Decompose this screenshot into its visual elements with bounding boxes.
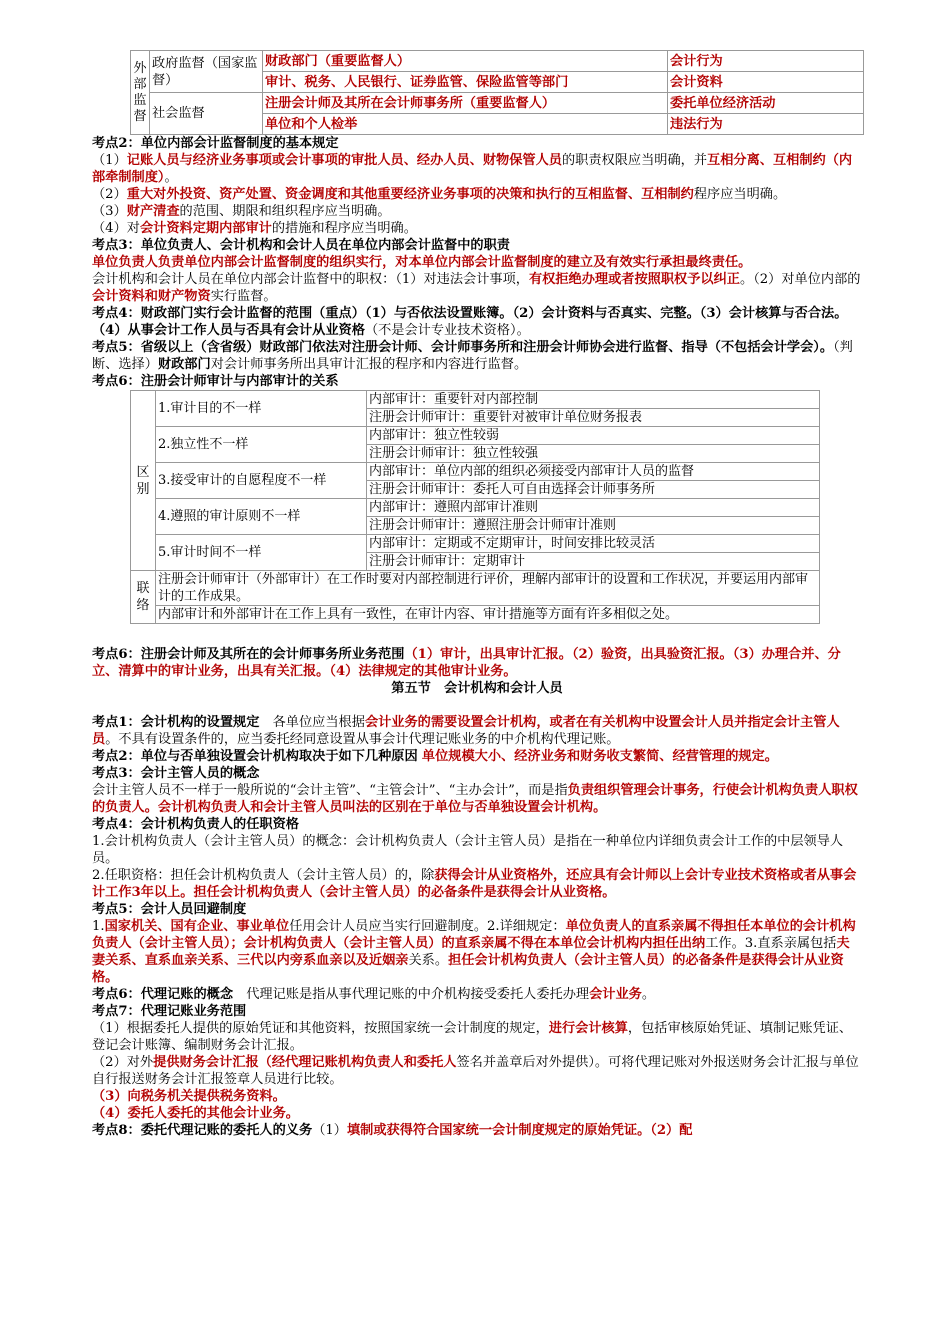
- k3-line2: 会计机构和会计人员在单位内部会计监督中的职权：（1）对违法会计事项，有权拒绝办理或者按照职权予以纠正。（2）对单位内部的会计资料和财产物资实行监督。: [92, 272, 861, 304]
- diff4-cpa: 注册会计师审计：遵照注册会计师审计准则: [367, 517, 820, 535]
- diff1-cpa: 注册会计师审计：重要针对被审计单位财务报表: [367, 409, 820, 427]
- s4-line1: 1.会计机构负责人（会计主管人员）的概念：会计机构负责人（会计主管人员）是指在一种单位内详细负责会计工作的中层领导人员。: [92, 834, 844, 866]
- k2-line1: （1）记账人员与经济业务事项或会计事项的审批人员、经办人员、财物保管人员的职责权限应当明确，并互相分离、互相制约（内部牵制制度）。: [92, 153, 853, 185]
- s3-para: 会计主管人员不一样于一般所说的“会计主管”、“主管会计”、“主办会计”，而是指负责组织管理会计事务，行使会计机构负责人职权的负责人。会计机构负责人和会计主管人员叫法的区别在于单位与否单独设置会计机构。: [92, 783, 858, 815]
- diff2-item: 2.独立性不一样: [156, 427, 367, 463]
- diff3-inner: 内部审计：单位内部的组织必须接受内部审计人员的监督: [367, 463, 820, 481]
- audit-relation-table: [130, 390, 820, 624]
- link-label: 联络: [131, 571, 156, 624]
- row4-object: 违法行为: [668, 114, 864, 135]
- diff3-item: 3.接受审计的自愿程度不一样: [156, 463, 367, 499]
- k2-line4: （4）对会计资料定期内部审计的措施和程序应当明确。: [92, 221, 417, 236]
- k6-title: 考点6：注册会计师审计与内部审计的关系: [92, 374, 339, 389]
- diff-label: 区别: [131, 391, 156, 571]
- document-page: [92, 0, 862, 1139]
- link-para-1: 注册会计师审计（外部审计）在工作时要对内部控制进行评价，理解内部审计的设置和工作状况，并要运用内部审计的工作成果。: [156, 571, 820, 606]
- section-heading: 第五节 会计机构和会计人员: [391, 681, 563, 696]
- external-label: 外部监督: [131, 51, 150, 135]
- s4-title: 考点4：会计机构负责人的任职资格: [92, 817, 299, 832]
- s7-line4: （4）委托人委托的其他会计业务。: [92, 1106, 299, 1121]
- s8-para: 考点8：委托代理记账的委托人的义务（1）填制或获得符合国家统一会计制度规定的原始凭证。（2）配: [92, 1123, 693, 1138]
- s3-title: 考点3：会计主管人员的概念: [92, 766, 260, 781]
- supervision-table: [130, 50, 864, 135]
- k3-line1: 单位负责人负责单位内部会计监督制度的组织实行，对本单位内部会计监督制度的建立及有效实行承担最终责任。: [92, 255, 752, 270]
- k4-para: 考点4：财政部门实行会计监督的范围（重点）（1）与否依法设置账簿。（2）会计资料与否真实、完整。（3）会计核算与否合法。（4）从事会计工作人员与否具有会计从业资格（不是会计专业技术资格）。: [92, 306, 848, 338]
- diff1-item: 1.审计目的不一样: [156, 391, 367, 427]
- diff5-cpa: 注册会计师审计：定期审计: [367, 553, 820, 571]
- k2-title: 考点2：单位内部会计监督制度的基本规定: [92, 136, 339, 151]
- k3-title: 考点3：单位负责人、会计机构和会计人员在单位内部会计监督中的职责: [92, 238, 510, 253]
- row1-object: 会计行为: [668, 51, 864, 72]
- gov-label: 政府监督（国家监督）: [150, 51, 263, 93]
- diff5-item: 5.审计时间不一样: [156, 535, 367, 571]
- s5-para: 1.国家机关、国有企业、事业单位任用会计人员应当实行回避制度。2.详细规定：单位负责人的直系亲属不得担任本单位的会计机构负责人（会计主管人员）；会计机构负责人（会计主管人员）的直系亲属不得在本单位会计机构内担任出纳工作。3.直系亲属包括夫妻关系、直系血亲关系、三代以内旁系血亲以及近姻亲关系。担任会计机构负责人（会计主管人员）的必备条件是获得会计从业资格。: [92, 919, 856, 985]
- s1-para: 考点1：会计机构的设置规定 各单位应当根据会计业务的需要设置会计机构，或者在有关机构中设置会计人员并指定会计主管人员。不具有设置条件的，应当委托经同意设置从事会计代理记账业务的中介机构代理记账。: [92, 715, 840, 747]
- diff5-inner: 内部审计：定期或不定期审计，时间安排比较灵活: [367, 535, 820, 553]
- k2-line2: （2）重大对外投资、资产处置、资金调度和其他重要经济业务事项的决策和执行的互相监督、互相制约程序应当明确。: [92, 187, 787, 202]
- link-para-2: 内部审计和外部审计在工作上具有一致性，在审计内容、审计措施等方面有许多相似之处。: [156, 606, 820, 624]
- diff2-cpa: 注册会计师审计：独立性较强: [367, 445, 820, 463]
- diff3-cpa: 注册会计师审计：委托人可自由选择会计师事务所: [367, 481, 820, 499]
- row1-subject: 财政部门（重要监督人）: [263, 51, 668, 72]
- diff2-inner: 内部审计：独立性较弱: [367, 427, 820, 445]
- k6b-para: 考点6：注册会计师及其所在的会计师事务所业务范围（1）审计，出具审计汇报。（2）验资，出具验资汇报。（3）办理合并、分立、清算中的审计业务，出具有关汇报。（4）法律规定的其他审计业务。: [92, 647, 841, 679]
- row3-object: 委托单位经济活动: [668, 93, 864, 114]
- s5-title: 考点5：会计人员回避制度: [92, 902, 247, 917]
- diff4-inner: 内部审计：遵照内部审计准则: [367, 499, 820, 517]
- row2-subject: 审计、税务、人民银行、证券监管、保险监管等部门: [263, 72, 668, 93]
- s7-line1: （1）根据委托人提供的原始凭证和其他资料，按照国家统一会计制度的规定，进行会计核算，包括审核原始凭证、填制记账凭证、登记会计账簿、编制财务会计汇报。: [92, 1021, 853, 1053]
- s6-para: 考点6：代理记账的概念 代理记账是指从事代理记账的中介机构接受委托人委托办理会计业务。: [92, 987, 656, 1002]
- row3-subject: 注册会计师及其所在会计师事务所（重要监督人）: [263, 93, 668, 114]
- k2-line3: （3）财产清查的范围、期限和组织程序应当明确。: [92, 204, 391, 219]
- s7-line2: （2）对外提供财务会计汇报（经代理记账机构负责人和委托人签名并盖章后对外提供）。可将代理记账对外报送财务会计汇报与单位自行报送财务会计汇报签章人员进行比较。: [92, 1055, 859, 1087]
- s4-line2: 2.任职资格：担任会计机构负责人（会计主管人员）的，除获得会计从业资格外，还应具有会计师以上会计专业技术资格或者从事会计工作3年以上。担任会计机构负责人（会计主管人员）的必备条件是获得会计从业资格。: [92, 868, 857, 900]
- social-label: 社会监督: [150, 93, 263, 135]
- s7-title: 考点7：代理记账业务范围: [92, 1004, 247, 1019]
- diff4-item: 4.遵照的审计原则不一样: [156, 499, 367, 535]
- diff1-inner: 内部审计：重要针对内部控制: [367, 391, 820, 409]
- k5-para: 考点5：省级以上（含省级）财政部门依法对注册会计师、会计师事务所和注册会计师协会进行监督、指导（不包括会计学会）。（判断、选择）财政部门对会计师事务所出具审计汇报的程序和内容进行监督。: [92, 340, 853, 372]
- row4-subject: 单位和个人检举: [263, 114, 668, 135]
- row2-object: 会计资料: [668, 72, 864, 93]
- s7-line3: （3）向税务机关提供税务资料。: [92, 1089, 286, 1104]
- s2-para: 考点2：单位与否单独设置会计机构取决于如下几种原因 单位规模大小、经济业务和财务收支繁简、经营管理的规定。: [92, 749, 778, 764]
